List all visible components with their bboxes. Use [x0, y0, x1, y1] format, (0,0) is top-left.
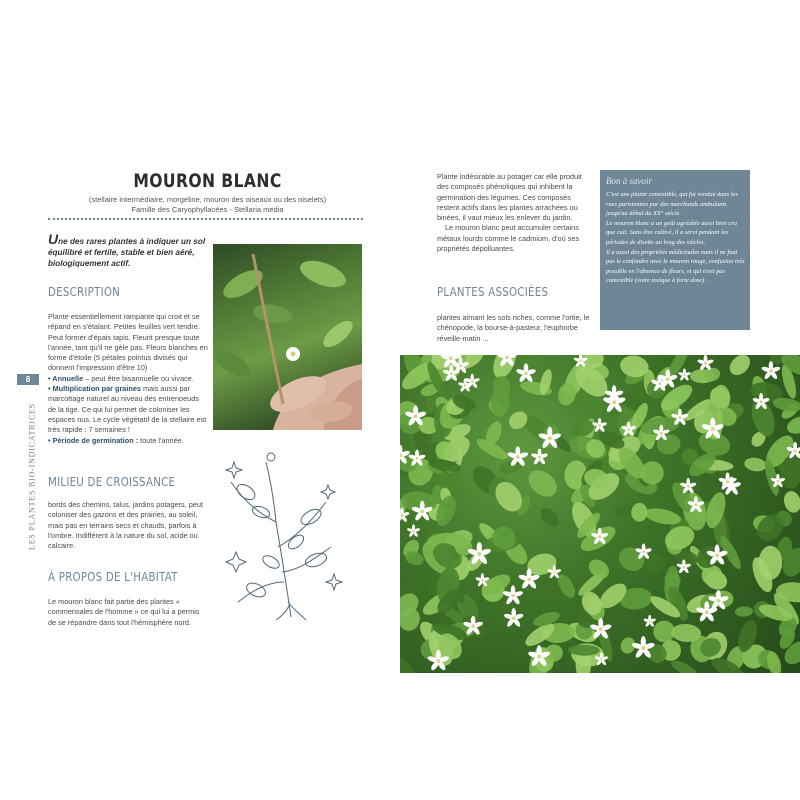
bullet-label: • Période de germination :	[48, 435, 139, 445]
intro-text	[48, 231, 208, 269]
side-rail	[10, 374, 37, 574]
bon-a-savoir-text	[606, 190, 746, 286]
synonyms: (stellaire intermédiaire, morgeline, mouron des oiseaux ou des oiselets)	[88, 195, 327, 204]
chickweed-carpet-photo	[400, 355, 800, 673]
bullet-label: • Annuelle	[48, 373, 84, 383]
botanical-family: Famille des Caryophyllacées - Stellaria media	[131, 205, 284, 214]
associees-body: plantes aimant les sols riches, comme l'ortie, le chénopode, la bourse-à-pasteur, l'euphorbe réveille-matin ...	[437, 313, 590, 343]
milieu-heading: MILIEU DE CROISSANCE	[48, 474, 176, 489]
bon-a-savoir-title: Bon à savoir	[606, 176, 652, 186]
right-column-text	[437, 172, 592, 254]
bullet-annuelle	[48, 374, 208, 384]
page-number: 8	[17, 374, 39, 385]
bon-paragraph-2: Le mouron blanc a un goût agréable aussi bien cru que cuit. Sans être cultivé, il a servi pendant les périodes de disette au long des siècles.	[606, 219, 737, 246]
bullet-text: toute l'année.	[138, 435, 184, 445]
bullet-multiplication	[48, 384, 208, 435]
bullet-label: • Multiplication par graines	[48, 384, 141, 394]
botanical-illustration	[216, 452, 351, 622]
description-paragraph: Plante essentiellement rampante qui croit et se répand en s'étalant. Petites feuilles vert tendre. Peut former d'épais tapis. Fleurit presque toute l'année, tant qu'il ne gèle pas. Fleurs blanches en forme d'étoile (5 pétales pointus divisés qui donnent l'impression d'être 10) .	[48, 312, 208, 373]
bon-paragraph-1: C'est une plante comestible, qui fut vendue dans les rues parisiennes par des marchands ambulants jusqu'au début du XX° siècle.	[606, 191, 738, 218]
hand-holding-plant-photo	[213, 244, 362, 430]
habitat-body: Le mouron blanc fait partie des plantes « commensales de l'homme » ce qui lui a permis de se répandre dans tout l'hémisphère nord.	[48, 597, 200, 627]
associees-heading: PLANTES ASSOCIÉES	[437, 284, 549, 299]
dotted-divider	[48, 218, 363, 220]
right-paragraph-1: Plante indésirable au potager car elle produit des composés phénoliques qui inhibent la germination des légumes. Ces composés restent actifs dans les plantes arrachées ou binées, il vaut mieux les enlever du jardin.	[437, 172, 582, 223]
species-names	[80, 195, 335, 215]
milieu-body: bords des chemins, talus, jardins potagers, peut coloniser des gazons et des prairies, au soleil, mais pas en terrains secs et chauds, parfois à l'ombre. Indifférent à la nature du sol, acide ou calcaire.	[48, 500, 203, 551]
drop-cap: U	[48, 231, 59, 247]
description-body	[48, 312, 208, 446]
page-title: MOURON BLANC	[133, 170, 282, 192]
bullet-text: mais aussi par marcottage naturel au niveau des entrenoeuds de la tige. Ce qui lui permet de coloniser les espaces nus. Le cycle végétatif de la stellaire est très rapide : 7 semaines !	[48, 384, 207, 435]
bullet-germination	[48, 436, 208, 446]
description-heading: DESCRIPTION	[48, 284, 121, 299]
bon-paragraph-3: Il a aussi des propriétés médicinales mais il ne faut pas le confondre avec le mouron rouge, confusion très possible en l'absence de fleurs, et qui n'est pas comestible (voire toxique à forte dose) .	[606, 248, 745, 285]
bon-a-savoir-box	[600, 170, 750, 330]
habitat-heading: À PROPOS DE L'HABITAT	[48, 569, 178, 584]
running-title: LES PLANTES BIO-INDICATRICES	[27, 403, 37, 550]
intro-body: ne des rares plantes à indiquer un sol équilibré et fertile, stable et bien aéré, biologiquement actif.	[48, 237, 206, 268]
bullet-text: – peut être bisannuelle ou vivace.	[83, 373, 194, 383]
right-paragraph-2: Le mouron blanc peut accumuler certains métaux lourds comme le cadmium, d'où ses propriétés dépolluantes.	[437, 223, 580, 254]
